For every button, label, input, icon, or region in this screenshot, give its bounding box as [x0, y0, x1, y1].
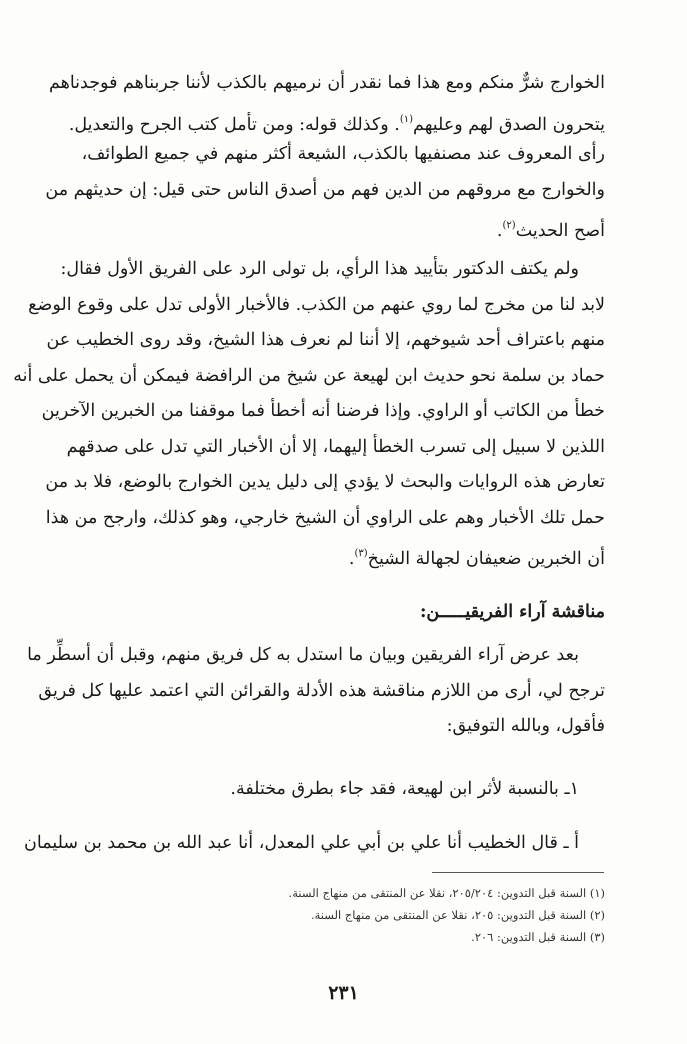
text-line: حماد بن سلمة نحو حديث ابن لهيعة عن شيخ من الرافضة فيمكن أن يحمل على أنه — [13, 365, 605, 386]
text-line: ولم يكتف الدكتور بتأييد هذا الرأي، بل تولى الرد على الفريق الأول فقال: — [60, 259, 579, 279]
text-line: الخوارج شرٌّ منكم ومع هذا فما نقدر أن نرميهم بالكذب لأننا جربناهم فوجدناهم — [48, 73, 605, 93]
text-line: بعد عرض آراء الفريقين وبيان ما استدل به كل فريق منهم، وقبل أن أسطِّر ما — [27, 645, 579, 665]
footnote-ref: (٢) — [502, 220, 516, 231]
text-line: رأى المعروف عند مصنفيها بالكذب، الشيعة أكثر منهم في جميع الطوائف، — [81, 144, 605, 164]
footnote: (١) السنة قبل التدوين: ٢٠٥/٢٠٤، نقلا عن المنتقى من منهاج السنة. — [288, 886, 605, 900]
text-line: أن الخبرين ضعيفان لجهالة الشيخ$^{(٣)}$. — [348, 548, 605, 569]
text-line: ترجح لي، أرى من اللازم مناقشة هذه الأدلة والقرائن التي اعتمد عليها كل فريق — [38, 680, 605, 701]
text-line: حمل تلك الأخبار وهم على الراوي أن الشيخ خارجي، وهو كذلك، وارجح من هذا — [45, 507, 605, 528]
text-line: يتحرون الصدق لهم وعليهم$^{(١)}$. وكذلك قوله: ومن تأمل كتب الجرح والتعديل. — [68, 113, 605, 135]
text-line: والخوارج مع مروقهم من الدين فهم من أصدق الناس حتى قيل: إن حديثهم من — [45, 179, 605, 200]
text-line: تعارض هذه الروايات والبحث لا يؤدي إلى دليل يدين الخوارج بالوضع، فلا بد من — [45, 472, 605, 492]
text-line: أ ـ قال الخطيب أنا علي بن أبي علي المعدل، أنا عبد الله بن محمد بن سليمان — [24, 833, 579, 853]
text-line: فأقول، وبالله التوفيق: — [446, 716, 605, 736]
footnote: (٣) السنة قبل التدوين: ٢٠٦. — [471, 930, 605, 944]
footnote-ref: (١) — [399, 113, 414, 125]
footnote-ref: (٣) — [354, 548, 368, 559]
paragraph-1 — [45, 66, 605, 244]
list-item-1 — [96, 772, 605, 808]
list-item-a — [24, 826, 605, 862]
paragraph-3 — [27, 638, 605, 745]
section-heading: مناقشة آراء الفريقيـــــن: — [419, 602, 605, 622]
text-line: اللذين لا سبيل إلى تسرب الخطأ إليهما، إلا أن الأخبار التي تدل على صدقهم — [66, 436, 605, 457]
footnote-divider — [432, 872, 604, 873]
text-line: لابد لنا من مخرج لما روي عنهم من الكذب. فالأخبار الأولى تدل على وقوع الوضع — [28, 294, 605, 315]
footnotes — [220, 882, 605, 948]
footnote: (٢) السنة قبل التدوين: ٢٠٥، نقلا عن المنتقى من منهاج السنة. — [310, 908, 605, 922]
text-line: خطأ من الكاتب أو الراوي. وإذا فرضنا أنه أخطأ فما موقفنا من الخبرين الآخرين — [41, 401, 605, 421]
text-line: أصح الحديث$^{(٢)}$. — [496, 220, 605, 241]
text-line: ١ـ بالنسبة لأثر ابن لهيعة، فقد جاء بطرق مختلفة. — [230, 779, 579, 799]
page-number: ٢٣١ — [328, 982, 359, 1004]
paragraph-2 — [13, 252, 605, 572]
text-line: منهم باعتراف أحد شيوخهم، إلا أننا لم نعرف هذا الشيخ، وقد روى الخطيب عن — [46, 330, 605, 350]
